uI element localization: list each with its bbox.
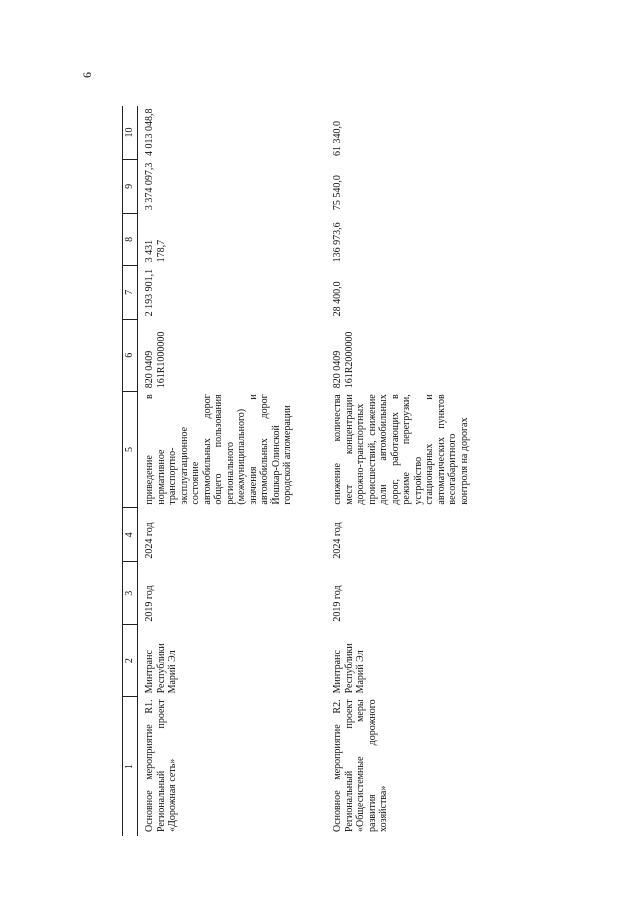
col-header: 1 <box>124 764 135 769</box>
activity-cell: Основное мероприятие R2. Региональный проект «Общесистемные меры развития дорожного хозяйства» <box>332 699 389 832</box>
table-header <box>122 106 138 836</box>
value-cell: 75 540,0 <box>332 175 343 211</box>
value-cell: 3 374 097,3 <box>144 162 155 211</box>
value-cell: 136 973,6 <box>332 222 343 263</box>
activity-cell: Основное мероприятие R1. Региональный проект «Дорожная сеть» <box>144 699 178 832</box>
col-header: 9 <box>123 160 137 214</box>
end-year-cell: 2024 год <box>144 522 155 559</box>
code-cell: 820 0409 161R1000000 <box>144 331 167 389</box>
rotated-table <box>122 106 542 836</box>
code-cell: 820 0409 161R2000000 <box>332 331 355 389</box>
table-row <box>326 106 526 836</box>
col-header: 8 <box>123 214 137 266</box>
table-row <box>138 106 326 836</box>
col-header: 5 <box>123 392 137 509</box>
executor-cell: Минтранс Республики Марий Эл <box>144 643 178 694</box>
result-cell: приведение в нормативное транспортно-эксплуатационное состояние автомобильных дорог общего пользования регионального (межмуниципального) значения и автомобильных дорог Йошкар-Олинской городской агломерации <box>144 394 293 505</box>
result-cell: снижение количества мест концентрации дорожно-транспортных происшествий, снижение доли автомобильных дорог, работающих в режиме перегрузки, устройство стационарных и автоматических пунктов весогабаритного контроля на дорогах <box>332 394 470 505</box>
value-cell: 61 340,0 <box>332 121 343 157</box>
col-header: 3 <box>123 562 137 625</box>
col-header: 7 <box>123 266 137 320</box>
executor-cell: Минтранс Республики Марий Эл <box>332 643 366 694</box>
page-number: 6 <box>80 72 94 78</box>
value-cell: 3 431 178,7 <box>144 239 167 263</box>
col-header: 10 <box>123 106 137 160</box>
start-year-cell: 2019 год <box>332 585 343 622</box>
end-year-cell: 2024 год <box>332 522 343 559</box>
col-header: 6 <box>123 320 137 392</box>
col-header: 2 <box>123 625 137 697</box>
col-header: 4 <box>123 508 137 562</box>
start-year-cell: 2019 год <box>144 585 155 622</box>
value-cell: 28 400,0 <box>332 281 343 317</box>
value-cell: 4 013 048,8 <box>144 108 155 157</box>
value-cell: 2 193 901,1 <box>144 268 155 317</box>
